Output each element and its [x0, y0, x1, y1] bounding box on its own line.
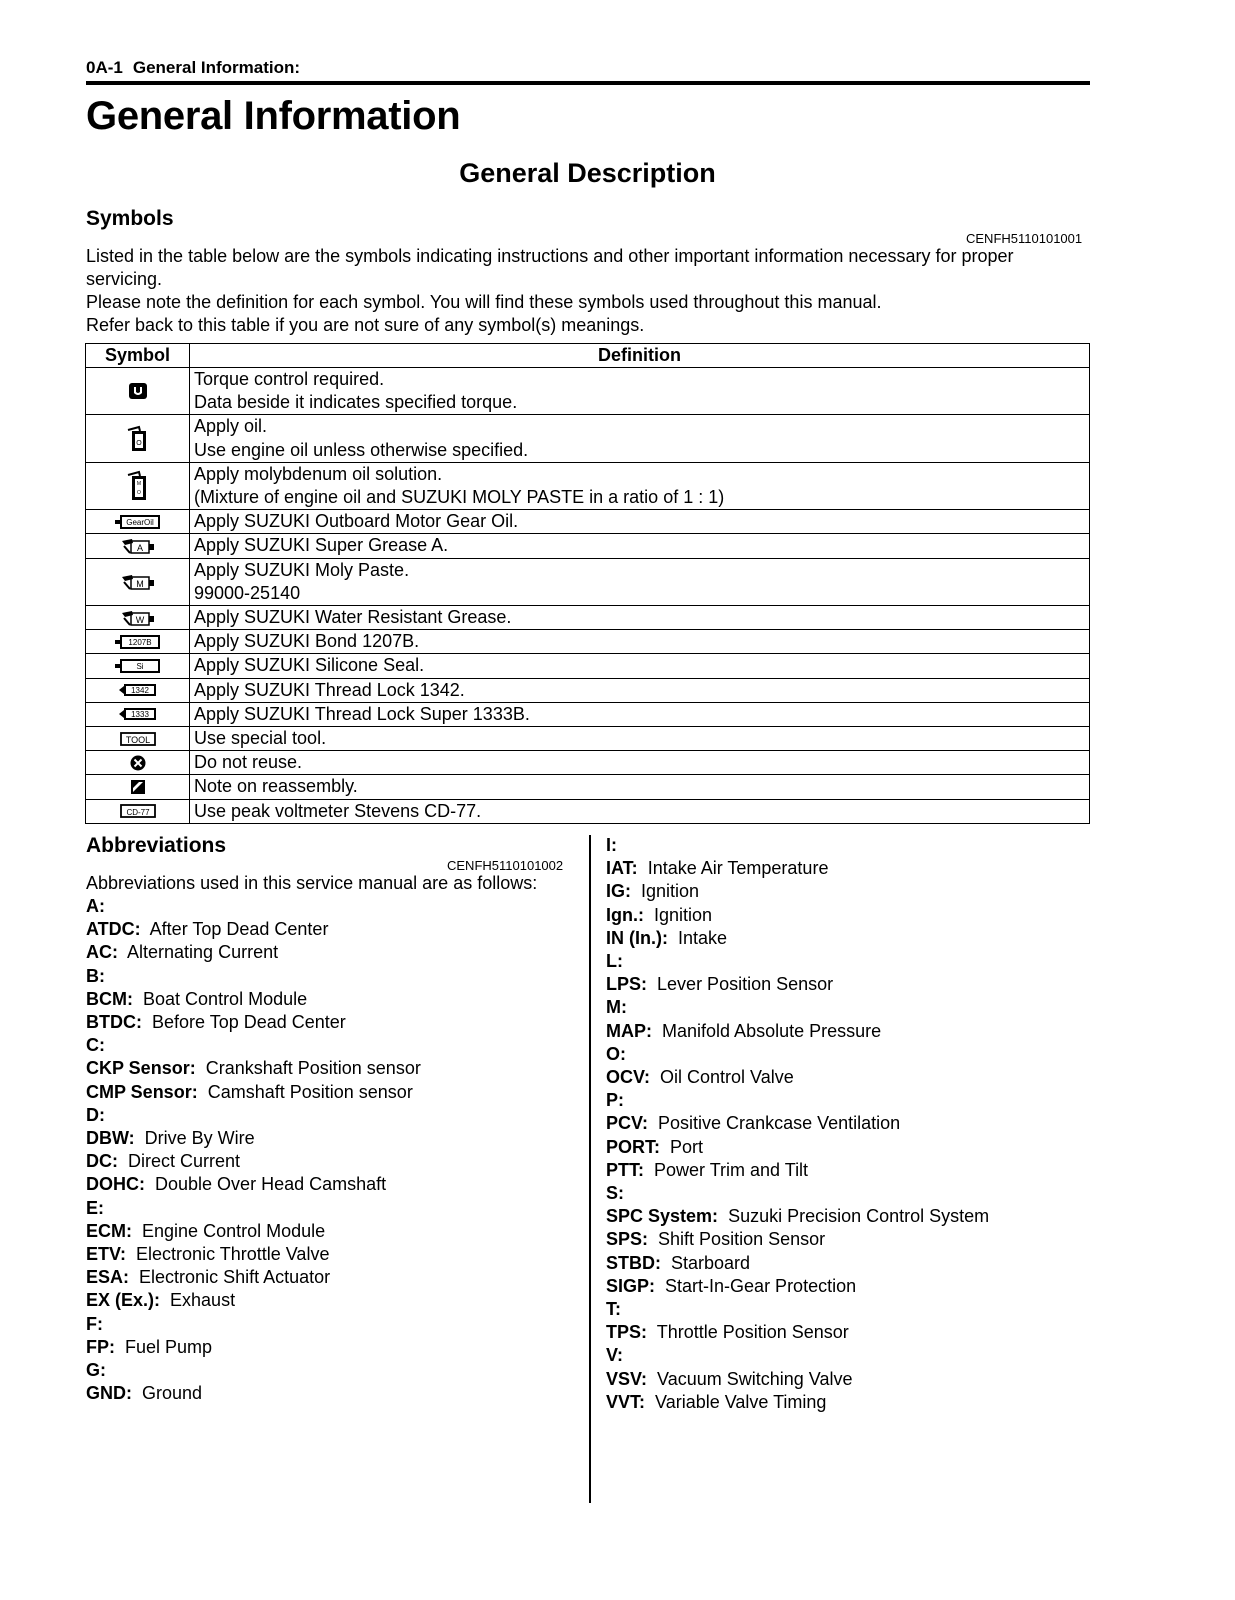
- abbreviation-term: SPC System:: [606, 1206, 719, 1227]
- symbol-cell: [86, 630, 190, 654]
- definition-line: Apply SUZUKI Thread Lock 1342.: [194, 679, 465, 700]
- bond-icon-label: 1207B: [127, 637, 152, 647]
- thread-lock-1333-label: 1333: [130, 710, 149, 720]
- table-row: [86, 630, 1090, 654]
- svg-text:M: M: [136, 481, 141, 488]
- abbreviation-term: STBD:: [606, 1252, 661, 1273]
- special-tool-label: TOOL: [125, 734, 150, 745]
- abbreviation-entry: [86, 1266, 421, 1289]
- abbreviations-left-column: [86, 895, 421, 1405]
- abbreviation-entry: [86, 941, 421, 964]
- abbreviation-term: V:: [606, 1345, 624, 1366]
- definition-line: Do not reuse.: [194, 752, 303, 773]
- moly-paste-icon: [121, 573, 155, 591]
- do-not-reuse-icon: [130, 755, 146, 771]
- abbreviation-meaning: Camshaft Position sensor: [207, 1081, 413, 1102]
- abbreviation-term: B:: [86, 965, 105, 986]
- abbreviation-meaning: Variable Valve Timing: [655, 1391, 827, 1412]
- definition-cell: [190, 510, 1090, 534]
- abbreviation-entry: [606, 1252, 989, 1275]
- abbreviation-meaning: Exhaust: [170, 1290, 236, 1311]
- definition-line: Apply oil.: [194, 416, 268, 437]
- abbreviation-letter-heading: [86, 1104, 421, 1127]
- abbreviation-meaning: Manifold Absolute Pressure: [662, 1020, 882, 1041]
- abbreviation-entry: [86, 1382, 421, 1405]
- abbreviation-entry: [86, 1220, 421, 1243]
- grease-a-icon-label: A: [136, 543, 143, 554]
- abbreviation-term: S:: [606, 1183, 624, 1204]
- abbreviation-meaning: Throttle Position Sensor: [656, 1322, 849, 1343]
- definition-cell: [190, 630, 1090, 654]
- abbreviation-entry: [606, 880, 989, 903]
- abbreviation-term: GND:: [86, 1383, 132, 1404]
- abbreviation-meaning: Intake Air Temperature: [647, 858, 829, 879]
- definition-cell: [190, 368, 1090, 415]
- abbreviation-meaning: Ignition: [654, 904, 713, 925]
- definition-line: Note on reassembly.: [194, 776, 358, 797]
- definition-line: Data beside it indicates specified torque.: [194, 392, 518, 413]
- symbol-column-header: Symbol: [86, 344, 190, 368]
- section-title: General Description: [459, 158, 716, 188]
- svg-text:O: O: [135, 439, 142, 447]
- thread-lock-1342-label: 1342: [130, 686, 149, 696]
- abbreviation-term: SPS:: [606, 1229, 649, 1250]
- symbol-cell: [86, 727, 190, 751]
- thread-lock-1333-icon: [118, 706, 158, 722]
- abbreviation-letter-heading: [86, 1359, 421, 1382]
- abbreviation-entry: [606, 1066, 989, 1089]
- abbreviation-meaning: Oil Control Valve: [660, 1067, 794, 1088]
- abbreviation-term: VSV:: [606, 1368, 648, 1389]
- definition-cell: [190, 606, 1090, 630]
- definition-cell: [190, 775, 1090, 799]
- table-row: [86, 799, 1090, 823]
- abbreviation-entry: [606, 927, 989, 950]
- abbreviation-entry: [606, 1228, 989, 1251]
- abbreviation-term: F:: [86, 1313, 103, 1334]
- abbreviations-title: Abbreviations: [86, 834, 227, 857]
- abbreviation-meaning: Before Top Dead Center: [152, 1012, 346, 1033]
- water-resistant-grease-icon: [121, 609, 155, 627]
- symbol-cell: [86, 702, 190, 726]
- abbreviation-term: ATDC:: [86, 919, 141, 940]
- abbreviation-meaning: Engine Control Module: [142, 1220, 326, 1241]
- abbreviation-term: PCV:: [606, 1113, 649, 1134]
- table-row: [86, 727, 1090, 751]
- table-row: [86, 558, 1090, 605]
- symbol-cell: [86, 799, 190, 823]
- page-number: 0A-1: [86, 58, 123, 77]
- symbols-code: CENFH5110101001: [966, 231, 1083, 246]
- abbreviation-letter-heading: [606, 950, 989, 973]
- special-tool-icon: [120, 731, 156, 747]
- symbols-intro-2: Please note the definition for each symbol. You will find these symbols used throughout this manual.: [86, 292, 882, 312]
- symbols-title: Symbols: [86, 207, 174, 230]
- abbreviation-meaning: Suzuki Precision Control System: [728, 1206, 990, 1227]
- abbreviation-entry: [86, 1057, 421, 1080]
- bond-tube-icon: [115, 634, 161, 650]
- table-header-row: [86, 344, 1090, 368]
- symbol-cell: [86, 678, 190, 702]
- symbol-cell: [86, 415, 190, 462]
- abbreviation-entry: [86, 1011, 421, 1034]
- definition-cell: [190, 799, 1090, 823]
- abbreviation-meaning: Crankshaft Position sensor: [205, 1058, 421, 1079]
- symbols-table: [85, 343, 1090, 824]
- symbol-cell: [86, 558, 190, 605]
- table-row: [86, 368, 1090, 415]
- abbreviation-letter-heading: [86, 1313, 421, 1336]
- abbreviation-term: T:: [606, 1299, 621, 1320]
- table-row: [86, 678, 1090, 702]
- abbreviation-entry: [606, 857, 989, 880]
- abbreviation-letter-heading: [606, 1043, 989, 1066]
- abbreviation-meaning: Start-In-Gear Protection: [665, 1275, 857, 1296]
- column-divider: [589, 835, 591, 1503]
- definition-cell: [190, 654, 1090, 678]
- abbreviation-meaning: Positive Crankcase Ventilation: [658, 1113, 901, 1134]
- abbreviation-meaning: After Top Dead Center: [149, 919, 329, 940]
- abbreviation-entry: [606, 1368, 989, 1391]
- abbreviation-entry: [606, 1391, 989, 1414]
- table-row: [86, 462, 1090, 509]
- abbreviation-meaning: Vacuum Switching Valve: [657, 1368, 853, 1389]
- table-row: [86, 415, 1090, 462]
- abbreviation-term: G:: [86, 1360, 106, 1381]
- abbreviation-term: FP:: [86, 1336, 115, 1357]
- abbreviation-entry: [606, 1136, 989, 1159]
- silicone-icon-label: Si: [135, 662, 144, 672]
- torque-icon: [128, 382, 148, 400]
- abbreviation-term: PTT:: [606, 1159, 644, 1180]
- abbreviation-meaning: Lever Position Sensor: [657, 974, 834, 995]
- definition-line: Torque control required.: [194, 369, 385, 389]
- gear-oil-tube-icon: [115, 514, 161, 530]
- definition-line: Apply SUZUKI Water Resistant Grease.: [194, 607, 512, 628]
- abbreviation-entry: [606, 1205, 989, 1228]
- abbreviation-entry: [606, 1275, 989, 1298]
- abbreviation-term: IAT:: [606, 858, 638, 879]
- definition-line: Apply SUZUKI Silicone Seal.: [194, 655, 425, 676]
- abbreviation-term: IG:: [606, 881, 631, 902]
- abbreviation-entry: [86, 1289, 421, 1312]
- abbreviation-entry: [86, 1243, 421, 1266]
- symbol-cell: [86, 462, 190, 509]
- gear-oil-icon-label: GearOil: [125, 517, 154, 527]
- abbreviation-entry: [86, 1336, 421, 1359]
- abbreviation-term: DBW:: [86, 1128, 135, 1149]
- abbreviation-letter-heading: [86, 1034, 421, 1057]
- table-row: [86, 654, 1090, 678]
- abbreviation-meaning: Intake: [678, 927, 728, 948]
- abbreviation-term: CMP Sensor:: [86, 1081, 198, 1102]
- abbreviation-entry: [606, 1020, 989, 1043]
- grease-a-icon: [121, 537, 155, 555]
- symbol-cell: [86, 751, 190, 775]
- abbreviation-entry: [86, 1081, 421, 1104]
- running-header: [86, 58, 300, 78]
- abbreviation-entry: [86, 1173, 421, 1196]
- abbreviation-letter-heading: [606, 1089, 989, 1112]
- table-row: [86, 702, 1090, 726]
- abbreviation-term: SIGP:: [606, 1275, 656, 1296]
- peak-voltmeter-label: CD-77: [125, 808, 150, 818]
- abbreviation-term: AC:: [86, 942, 118, 963]
- abbreviation-letter-heading: [606, 1344, 989, 1367]
- definition-column-header: Definition: [190, 344, 1090, 368]
- definition-line: Apply SUZUKI Bond 1207B.: [194, 631, 420, 652]
- table-row: [86, 775, 1090, 799]
- abbreviation-term: C:: [86, 1035, 105, 1056]
- definition-line: Apply SUZUKI Thread Lock Super 1333B.: [194, 703, 530, 724]
- table-row: [86, 534, 1090, 558]
- abbreviation-meaning: Drive By Wire: [144, 1128, 255, 1149]
- symbols-intro-1: Listed in the table below are the symbols indicating instructions and other important information necessary for proper servicing.: [86, 246, 1014, 290]
- abbreviation-entry: [606, 1112, 989, 1135]
- abbreviation-letter-heading: [86, 895, 421, 918]
- definition-cell: [190, 751, 1090, 775]
- abbreviation-entry: [86, 988, 421, 1011]
- abbreviation-meaning: Boat Control Module: [143, 988, 308, 1009]
- oil-can-icon: [125, 425, 151, 453]
- abbreviation-meaning: Electronic Shift Actuator: [139, 1267, 331, 1288]
- definition-line: 99000-25140: [194, 582, 301, 603]
- abbreviation-meaning: Port: [670, 1136, 704, 1157]
- abbreviation-term: ETV:: [86, 1244, 127, 1265]
- definition-line: Use peak voltmeter Stevens CD-77.: [194, 800, 482, 821]
- definition-line: Apply molybdenum oil solution.: [194, 463, 443, 484]
- table-row: [86, 606, 1090, 630]
- definition-cell: [190, 558, 1090, 605]
- abbreviation-entry: [606, 1321, 989, 1344]
- abbreviation-entry: [86, 1127, 421, 1150]
- abbreviation-term: E:: [86, 1197, 104, 1218]
- abbreviation-entry: [606, 973, 989, 996]
- definition-line: Apply SUZUKI Moly Paste.: [194, 559, 410, 580]
- definition-cell: [190, 415, 1090, 462]
- water-grease-icon-label: W: [135, 614, 144, 625]
- silicone-seal-tube-icon: [115, 658, 161, 674]
- symbol-cell: [86, 510, 190, 534]
- symbols-intro-3: Refer back to this table if you are not sure of any symbol(s) meanings.: [86, 315, 645, 335]
- abbreviation-term: A:: [86, 896, 105, 916]
- abbreviation-entry: [86, 1150, 421, 1173]
- abbreviation-term: I:: [606, 835, 617, 855]
- peak-voltmeter-icon: [120, 803, 156, 819]
- definition-line: Use special tool.: [194, 728, 327, 749]
- abbreviation-meaning: Starboard: [671, 1252, 751, 1273]
- abbreviations-code: CENFH5110101002: [447, 858, 564, 873]
- abbreviation-meaning: Ground: [142, 1383, 203, 1404]
- note-reassembly-icon: [130, 779, 146, 795]
- symbol-cell: [86, 654, 190, 678]
- svg-text:O: O: [136, 490, 141, 497]
- abbreviation-term: ECM:: [86, 1220, 132, 1241]
- definition-cell: [190, 462, 1090, 509]
- abbreviation-term: ESA:: [86, 1267, 130, 1288]
- abbreviation-meaning: Shift Position Sensor: [658, 1229, 826, 1250]
- abbreviation-term: P:: [606, 1090, 624, 1111]
- abbreviation-entry: [86, 918, 421, 941]
- definition-line: (Mixture of engine oil and SUZUKI MOLY PASTE in a ratio of 1 : 1): [194, 487, 725, 508]
- abbreviation-letter-heading: [606, 996, 989, 1019]
- definition-cell: [190, 678, 1090, 702]
- abbreviation-term: VVT:: [606, 1391, 646, 1412]
- abbreviation-term: D:: [86, 1104, 105, 1125]
- abbreviations-right-column: [606, 834, 989, 1414]
- abbreviation-term: CKP Sensor:: [86, 1058, 196, 1079]
- definition-cell: [190, 727, 1090, 751]
- abbreviation-letter-heading: [606, 834, 989, 857]
- definition-line: Apply SUZUKI Super Grease A.: [194, 535, 449, 556]
- abbreviation-term: DC:: [86, 1151, 118, 1172]
- abbreviation-letter-heading: [86, 1197, 421, 1220]
- abbreviation-term: OCV:: [606, 1067, 651, 1088]
- abbreviation-meaning: Electronic Throttle Valve: [136, 1244, 330, 1265]
- table-row: [86, 751, 1090, 775]
- abbreviation-term: PORT:: [606, 1136, 660, 1157]
- symbol-cell: [86, 606, 190, 630]
- abbreviation-term: EX (Ex.):: [86, 1290, 161, 1311]
- header-rule: [86, 81, 1090, 85]
- running-header-section: General Information:: [132, 58, 301, 77]
- abbreviation-entry: [606, 1159, 989, 1182]
- abbreviation-letter-heading: [606, 1298, 989, 1321]
- moly-paste-icon-label: M: [135, 578, 144, 589]
- abbreviation-meaning: Direct Current: [128, 1151, 241, 1172]
- abbreviation-term: Ign.:: [606, 904, 644, 925]
- definition-cell: [190, 702, 1090, 726]
- abbreviation-term: DOHC:: [86, 1174, 145, 1195]
- moly-oil-can-icon: [125, 470, 151, 502]
- abbreviation-term: IN (In.):: [606, 927, 668, 948]
- symbol-cell: [86, 534, 190, 558]
- abbreviation-meaning: Power Trim and Tilt: [654, 1159, 809, 1180]
- definition-line: Use engine oil unless otherwise specified.: [194, 439, 529, 460]
- abbreviation-term: BCM:: [86, 988, 133, 1009]
- abbreviation-entry: [606, 904, 989, 927]
- abbreviation-letter-heading: [86, 965, 421, 988]
- abbreviation-letter-heading: [606, 1182, 989, 1205]
- abbreviation-term: LPS:: [606, 974, 648, 995]
- abbreviation-term: L:: [606, 951, 623, 972]
- abbreviation-meaning: Ignition: [641, 881, 700, 902]
- thread-lock-1342-icon: [118, 682, 158, 698]
- definition-line: Apply SUZUKI Outboard Motor Gear Oil.: [194, 511, 519, 532]
- abbreviation-term: O:: [606, 1043, 626, 1064]
- abbreviation-term: M:: [606, 997, 627, 1018]
- abbreviation-term: TPS:: [606, 1322, 648, 1343]
- symbol-cell: [86, 368, 190, 415]
- symbol-cell: [86, 775, 190, 799]
- abbreviation-meaning: Fuel Pump: [125, 1336, 213, 1357]
- abbreviation-term: BTDC:: [86, 1012, 142, 1033]
- abbreviation-term: MAP:: [606, 1020, 652, 1041]
- table-row: [86, 510, 1090, 534]
- abbreviation-meaning: Alternating Current: [127, 942, 279, 963]
- abbreviation-meaning: Double Over Head Camshaft: [155, 1174, 387, 1195]
- abbreviations-intro: Abbreviations used in this service manual are as follows:: [86, 873, 538, 893]
- definition-cell: [190, 534, 1090, 558]
- page-title: General Information: [86, 94, 461, 138]
